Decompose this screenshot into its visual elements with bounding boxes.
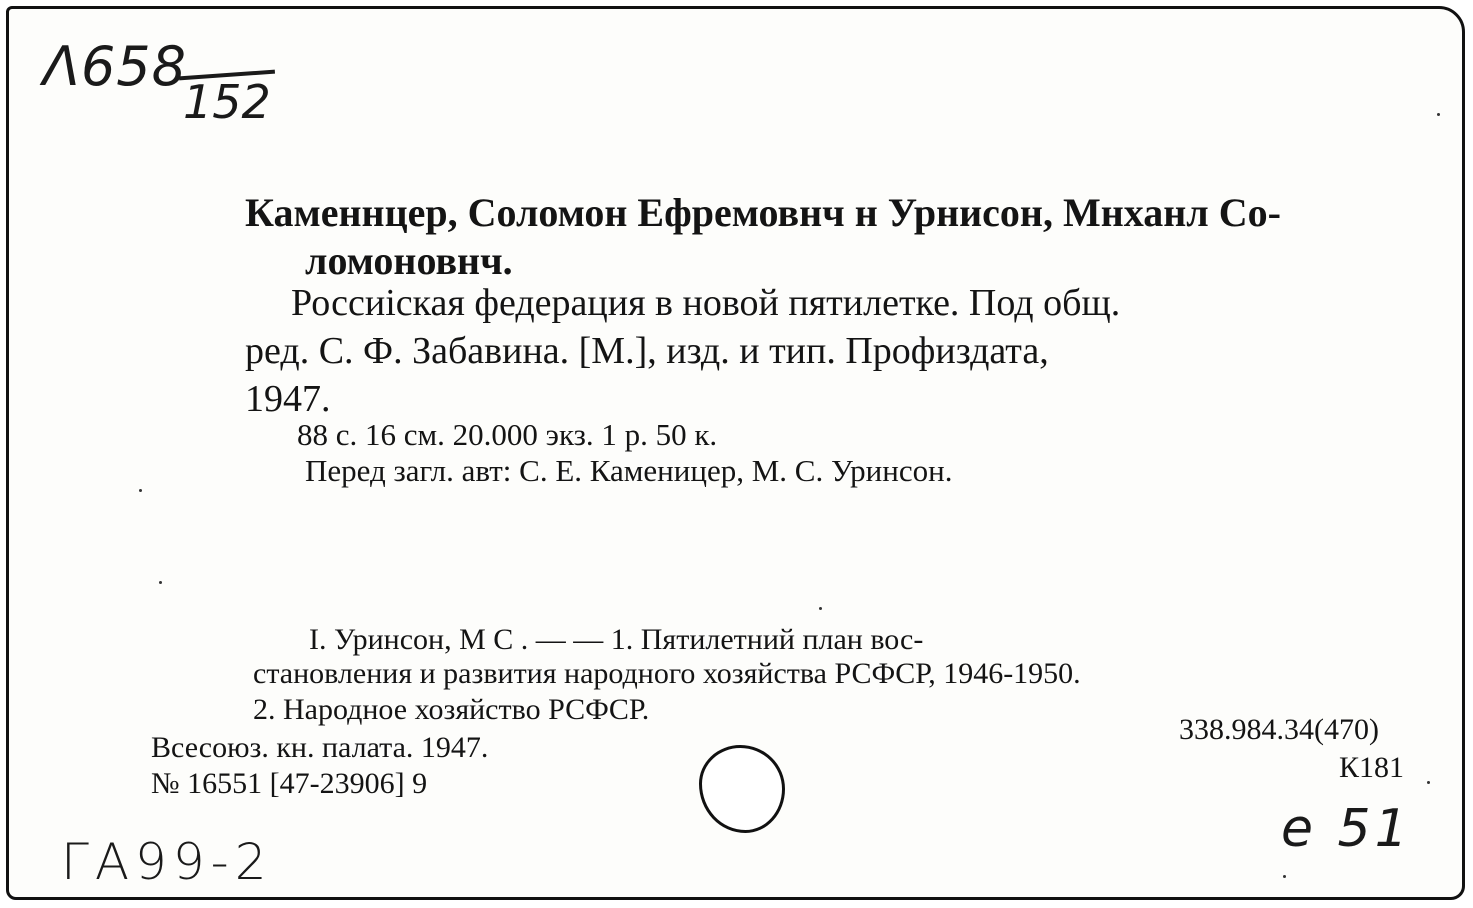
author-mark: К181 [1339, 751, 1405, 784]
tracing-line-2: становления и развития народного хозяйства РСФСР, 1946-1950. [253, 657, 1081, 690]
speck [1283, 875, 1286, 878]
book-chamber-line: Всесоюз. кн. палата. 1947. [151, 731, 489, 764]
punch-hole [699, 745, 785, 833]
record-number-line: № 16551 [47-23906] 9 [151, 767, 428, 800]
catalog-card [6, 6, 1465, 900]
author-heading-line-1: Каменнцер, Соломон Ефремовнч н Урнисон, Мнханл Со- [245, 190, 1281, 235]
tracing-line-3: 2. Народное хозяйство РСФСР. [253, 693, 650, 726]
speck [1437, 113, 1440, 116]
author-heading-line-2: ломоновнч. [305, 238, 513, 283]
collation-line: 88 с. 16 см. 20.000 экз. 1 р. 50 к. [297, 417, 718, 452]
call-number-sub: 152 [183, 75, 271, 129]
tracing-line-1: I. Уринсон, М С . — — 1. Пятилетний план вос- [309, 623, 924, 656]
speck [159, 581, 162, 584]
title-line-2: ред. С. Ф. Забавина. [М.], изд. и тип. Профиздата, [245, 330, 1049, 372]
author-note-line: Перед загл. авт: С. Е. Каменицер, М. С. Уринсон. [305, 453, 953, 488]
udc-classification: 338.984.34(470) [1179, 713, 1379, 746]
speck [1427, 781, 1430, 784]
handwritten-code-left: ГА99-2 [61, 833, 273, 891]
call-number-main: Λ658 [43, 35, 188, 98]
handwritten-code-right: е 51 [1281, 799, 1412, 859]
title-line-3: 1947. [245, 378, 331, 420]
speck [139, 489, 142, 492]
title-line-1: Россиіская федерация в новой пятилетке. Под общ. [291, 282, 1121, 324]
speck [819, 607, 822, 610]
